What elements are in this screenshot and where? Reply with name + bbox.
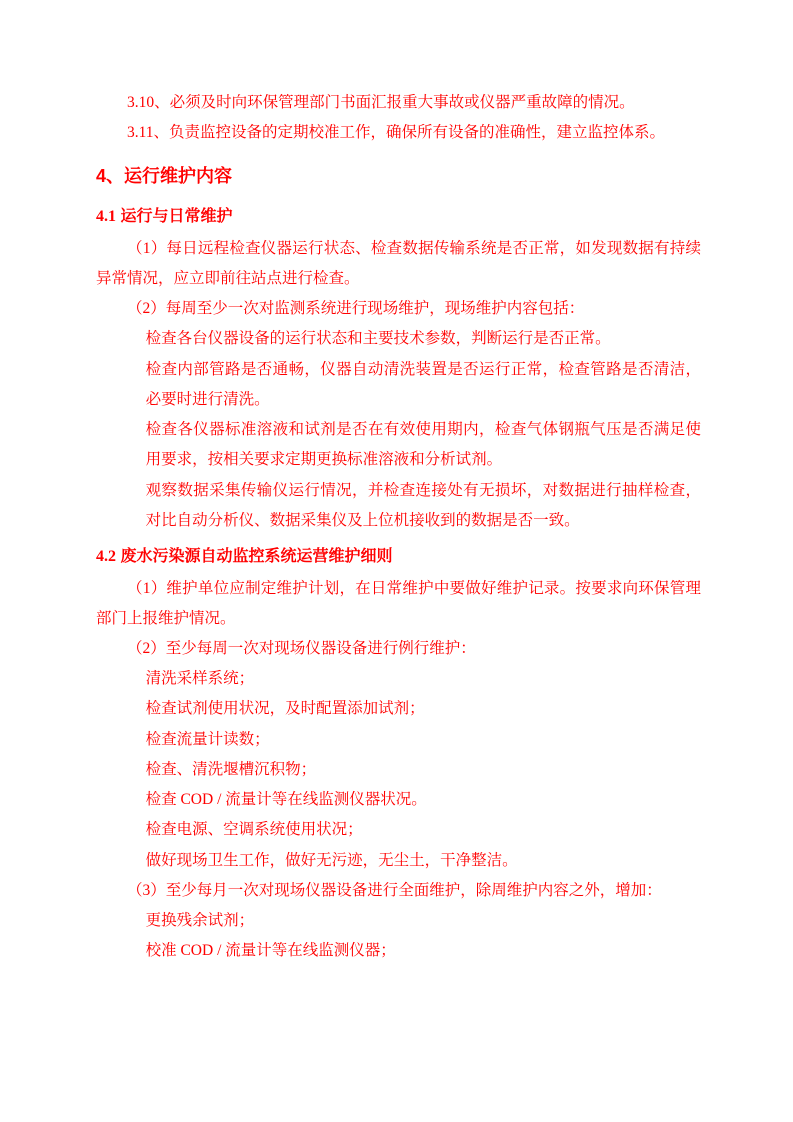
document-body: [96, 88, 701, 966]
paragraph-item-4-2-2-b: 检查试剂使用状况，及时配置添加试剂；: [145, 700, 425, 718]
paragraph-item-4-2-3-a: 更换残余试剂；: [145, 912, 255, 930]
paragraph-item-4-1-1: （1）每日远程检查仪器运行状态、检查数据传输系统是否正常，如发现数据有持续异常情况，应立即前往站点进行检查。: [96, 239, 701, 288]
paragraph-item-4-1-2-c: 检查各仪器标准溶液和试剂是否在有效使用期内，检查气体钢瓶气压是否满足使用要求，按相关要求定期更换标准溶液和分析试剂。: [145, 421, 701, 469]
heading-4-1-number: 4.1: [96, 208, 116, 226]
paragraph-item-4-2-2-a: 清洗采样系统；: [145, 670, 255, 688]
paragraph-item-4-2-1: （1）维护单位应制定维护计划，在日常维护中要做好维护记录。按要求向环保管理部门上报维护情况。: [96, 579, 701, 627]
paragraph-item-4-1-2: （2）每周至少一次对监测系统进行现场维护，现场维护内容包括：: [127, 300, 585, 318]
heading-section-4-1: [96, 200, 701, 234]
paragraph-item-4-2-2-f: 检查电源、空调系统使用状况；: [145, 821, 363, 839]
paragraph-item-4-2-3-b: 校准 COD / 流量计等在线监测仪器；: [145, 942, 396, 960]
paragraph-item-3-10: 3.10、必须及时向环保管理部门书面汇报重大事故或仪器严重故障的情况。: [127, 94, 635, 111]
heading-4-1-text: 运行与日常维护: [120, 208, 233, 226]
paragraph-item-4-2-2-g: 做好现场卫生工作，做好无污迹，无尘土，干净整洁。: [145, 851, 518, 869]
heading-section-4: 4、运行维护内容: [96, 166, 233, 187]
paragraph-item-3-11: 3.11、负责监控设备的定期校准工作，确保所有设备的准确性，建立监控体系。: [127, 124, 666, 142]
heading-section-4-2: [96, 540, 701, 574]
paragraph-item-4-2-2-c: 检查流量计读数；: [145, 730, 270, 748]
paragraph-item-4-1-2-a: 检查各台仪器设备的运行状态和主要技术参数，判断运行是否正常。: [145, 330, 611, 348]
paragraph-item-4-1-2-d: 观察数据采集传输仪运行情况，并检查连接处有无损坏，对数据进行抽样检查，对比自动分析仪、数据采集仪及上位机接收到的数据是否一致。: [145, 481, 701, 529]
paragraph-item-4-2-2-e: 检查 COD / 流量计等在线监测仪器状况。: [145, 791, 427, 809]
heading-4-2-number: 4.2: [96, 548, 116, 566]
paragraph-item-4-2-2: （2）至少每周一次对现场仪器设备进行例行维护：: [127, 640, 476, 658]
paragraph-item-4-1-2-b: 检查内部管路是否通畅，仪器自动清洗装置是否运行正常，检查管路是否清洁，必要时进行清洗。: [145, 360, 701, 408]
paragraph-item-4-2-3: （3）至少每月一次对现场仪器设备进行全面维护，除周维护内容之外，增加：: [127, 881, 662, 899]
heading-4-2-text: 废水污染源自动监控系统运营维护细则: [120, 548, 393, 566]
paragraph-item-4-2-2-d: 检查、清洗堰槽沉积物；: [145, 760, 317, 778]
